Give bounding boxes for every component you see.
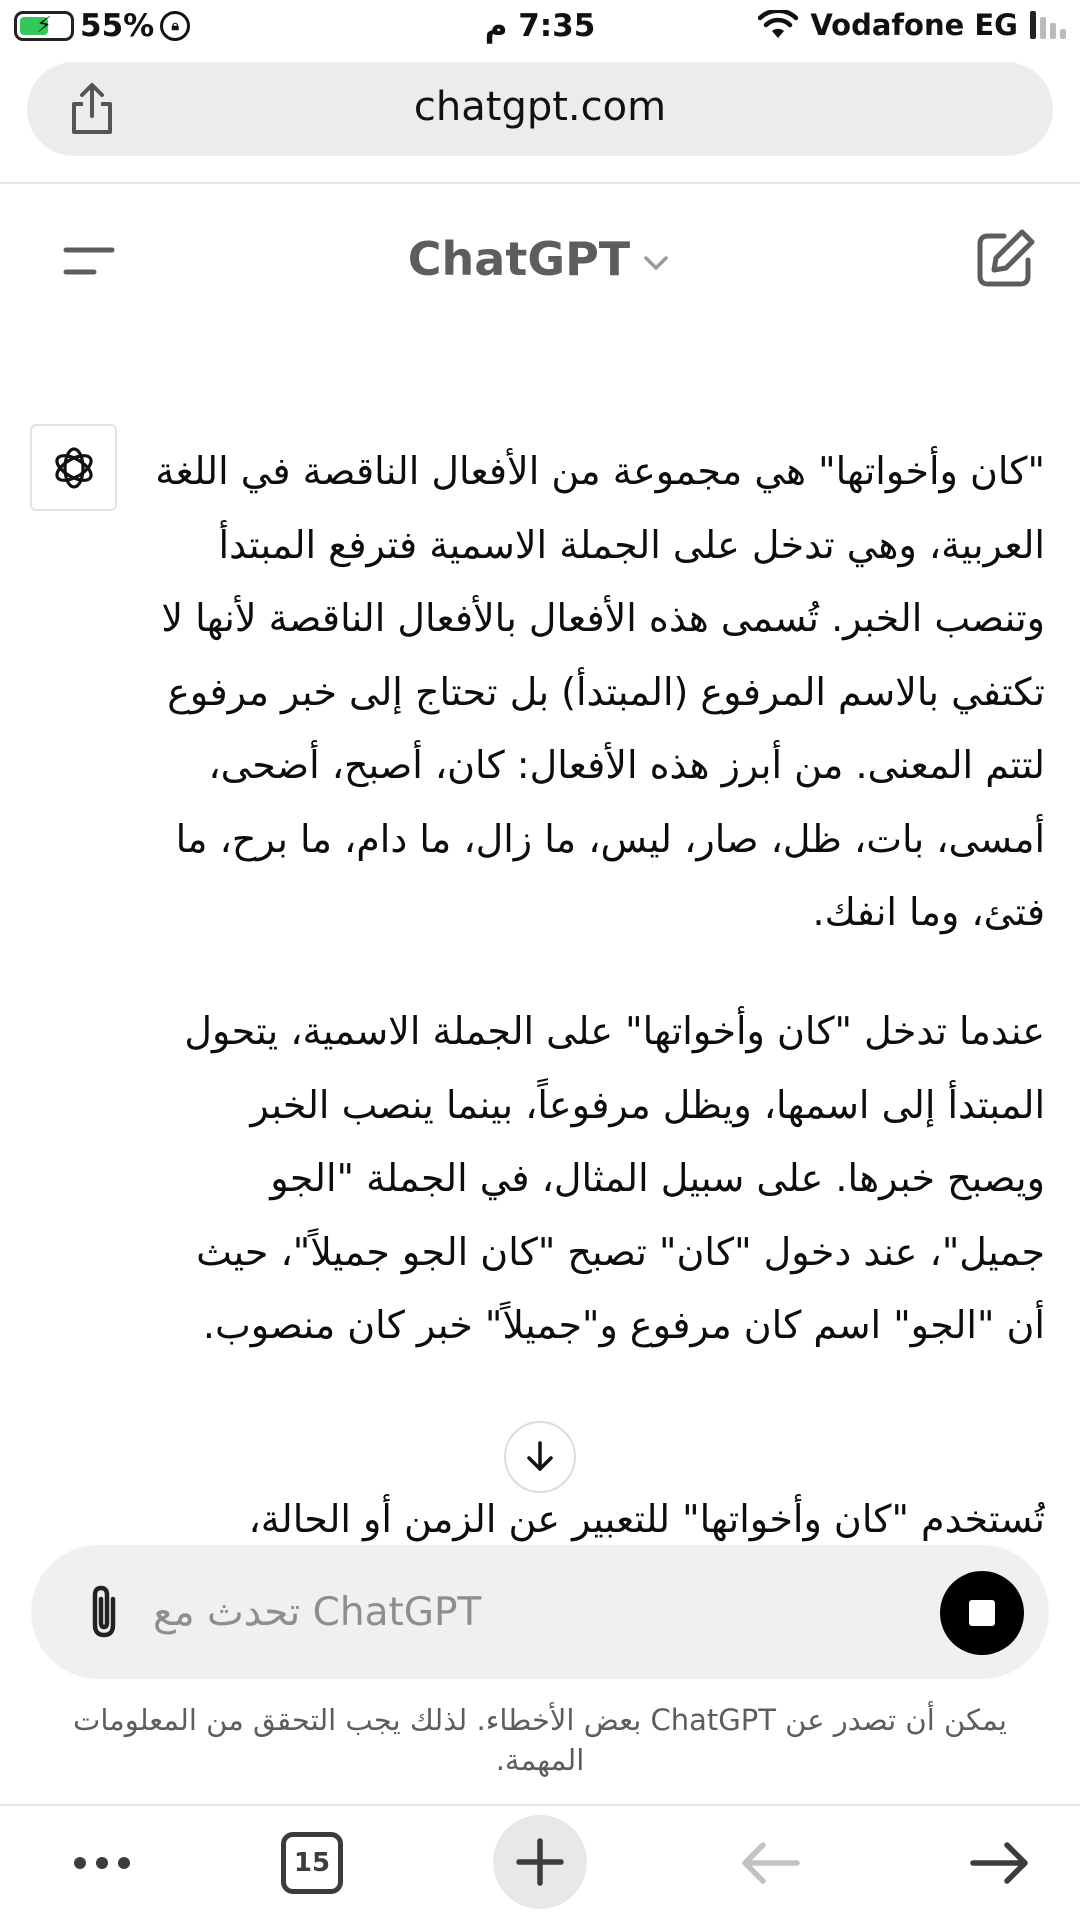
status-right: [758, 8, 1066, 42]
message-input[interactable]: [153, 1575, 913, 1649]
chevron-down-icon: [640, 247, 672, 279]
stop-icon: [969, 1600, 995, 1626]
message-paragraph: "كان وأخواتها" هي مجموعة من الأفعال الناقصة في اللغة العربية، وهي تدخل على الجملة الاسمية فترفع المبتدأ وتنصب الخبر. تُسمى هذه الأفعال بالأفعال الناقصة لأنها لا تكتفي بالاسم المرفوع (المبتدأ) بل تحتاج إلى خبر مرفوع لتتم المعنى. من أبرز هذه الأفعال: كان، أصبح، أضحى، أمسى، بات، ظل، صار، ليس، ما زال، ما دام، ما برح، ما فتئ، وما انفك.: [155, 449, 1045, 934]
tabs-button[interactable]: [280, 1822, 344, 1904]
new-chat-icon[interactable]: [970, 224, 1040, 294]
arrow-right-icon: [967, 1838, 1033, 1888]
forward-button[interactable]: [960, 1822, 1040, 1904]
assistant-avatar: [30, 424, 117, 511]
back-button[interactable]: [730, 1822, 810, 1904]
orientation-lock-icon: 🔒︎: [160, 11, 190, 41]
openai-logo-icon: [49, 443, 99, 493]
chat-title: ChatGPT: [407, 232, 631, 286]
battery-percent: 55%: [80, 8, 155, 44]
scroll-down-button[interactable]: [504, 1421, 576, 1493]
wifi-icon: [758, 10, 798, 40]
plus-icon: [515, 1837, 565, 1887]
tab-count: 15: [281, 1832, 343, 1894]
address-bar[interactable]: [27, 62, 1053, 156]
clock: 7:35 م: [484, 8, 596, 44]
carrier-name: Vodafone EG: [810, 8, 1018, 42]
arrow-down-icon: [520, 1437, 560, 1477]
more-options-button[interactable]: [60, 1822, 144, 1904]
divider: [0, 1804, 1080, 1806]
stop-generating-button[interactable]: [940, 1571, 1024, 1655]
new-tab-button[interactable]: [493, 1815, 587, 1909]
disclaimer-text: يمكن أن تصدر عن ChatGPT بعض الأخطاء. لذلك يجب التحقق من المعلومات المهمة.: [73, 1703, 1007, 1777]
arrow-left-icon: [737, 1838, 803, 1888]
status-bar: [0, 0, 1080, 56]
model-selector[interactable]: [0, 232, 1080, 286]
paperclip-icon[interactable]: [69, 1577, 139, 1647]
composer: [31, 1545, 1049, 1679]
battery-icon: ⚡: [14, 11, 74, 41]
message-paragraph: تُستخدم "كان وأخواتها" للتعبير عن الزمن أو الحالة،: [248, 1497, 1045, 1541]
signal-icon: [1030, 11, 1066, 39]
message-paragraph: عندما تدخل "كان وأخواتها" على الجملة الاسمية، يتحول المبتدأ إلى اسمها، ويظل مرفوعاً، بينما ينصب الخبر ويصبح خبرها. على سبيل المثال، في الجملة "الجو جميل"، عند دخول "كان" تصبح "كان الجو جميلاً"، حيث أن "الجو" اسم كان مرفوع و"جميلاً" خبر كان منصوب.: [184, 1009, 1045, 1347]
divider: [0, 182, 1080, 184]
url-text[interactable]: chatgpt.com: [413, 84, 667, 130]
